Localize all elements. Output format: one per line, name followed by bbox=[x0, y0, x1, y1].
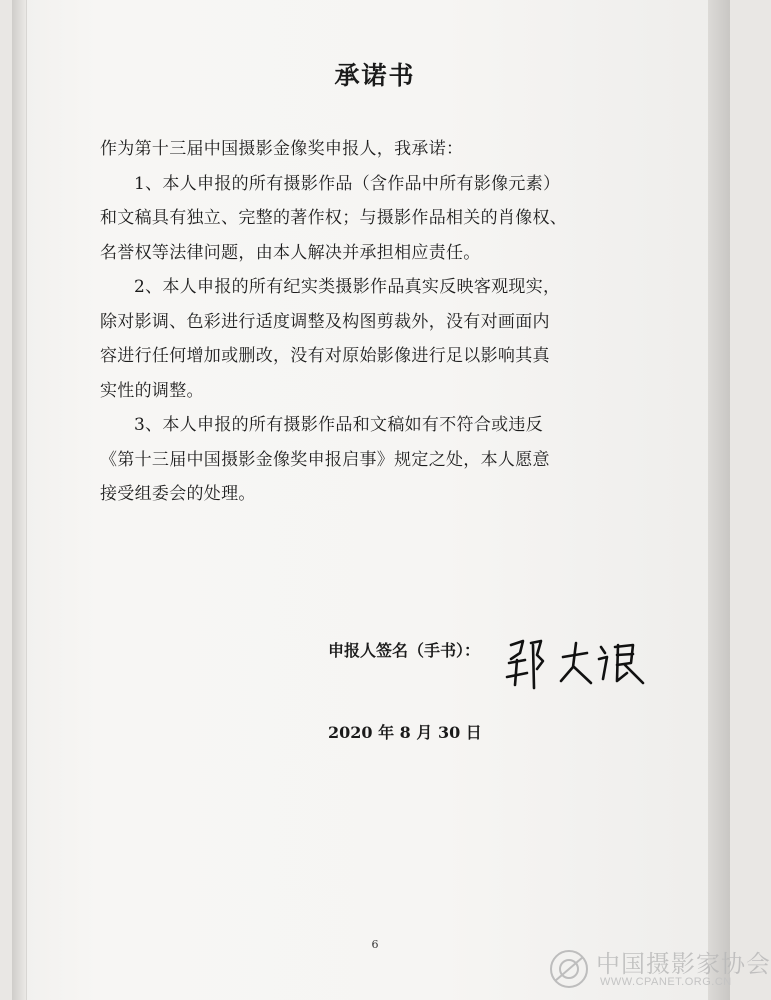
watermark-chinese: 中国摄影家协会 bbox=[596, 950, 771, 978]
page-edge-right bbox=[708, 0, 730, 1000]
date: 2020 年 8 月 30 日 bbox=[328, 723, 482, 742]
document-body bbox=[100, 132, 645, 512]
item3-line: 《第十三届中国摄影金像奖申报启事》规定之处，本人愿意 bbox=[100, 449, 550, 470]
item2-line: 实性的调整。 bbox=[100, 380, 204, 401]
intro-line: 作为第十三届中国摄影金像奖申报人，我承诺： bbox=[100, 139, 464, 159]
item3-line: 3、本人申报的所有摄影作品和文稿如有不符合或违反 bbox=[134, 415, 544, 435]
item1-line: 和文稿具有独立、完整的著作权；与摄影作品相关的肖像权、 bbox=[100, 208, 568, 228]
item1-line: 1、本人申报的所有摄影作品（含作品中所有影像元素） bbox=[134, 173, 561, 194]
page-number: 6 bbox=[371, 938, 379, 951]
item3-line: 接受组委会的处理。 bbox=[100, 484, 256, 504]
watermark-url: WWW.CPANET.ORG.CN bbox=[600, 976, 732, 988]
item1-line: 名誉权等法律问题，由本人解决并承担相应责任。 bbox=[100, 242, 481, 263]
item2-line: 容进行任何增加或删改，没有对原始影像进行足以影响其真 bbox=[100, 346, 550, 366]
item2-line: 除对影调、色彩进行适度调整及构图剪裁外，没有对画面内 bbox=[100, 311, 550, 332]
document-title: 承诺书 bbox=[334, 61, 416, 90]
handwritten-signature bbox=[503, 633, 653, 695]
page-edge-left bbox=[12, 0, 27, 1000]
signature-label: 申报人签名（手书）： bbox=[328, 641, 481, 660]
item2-line: 2、本人申报的所有纪实类摄影作品真实反映客观现实， bbox=[134, 277, 561, 297]
